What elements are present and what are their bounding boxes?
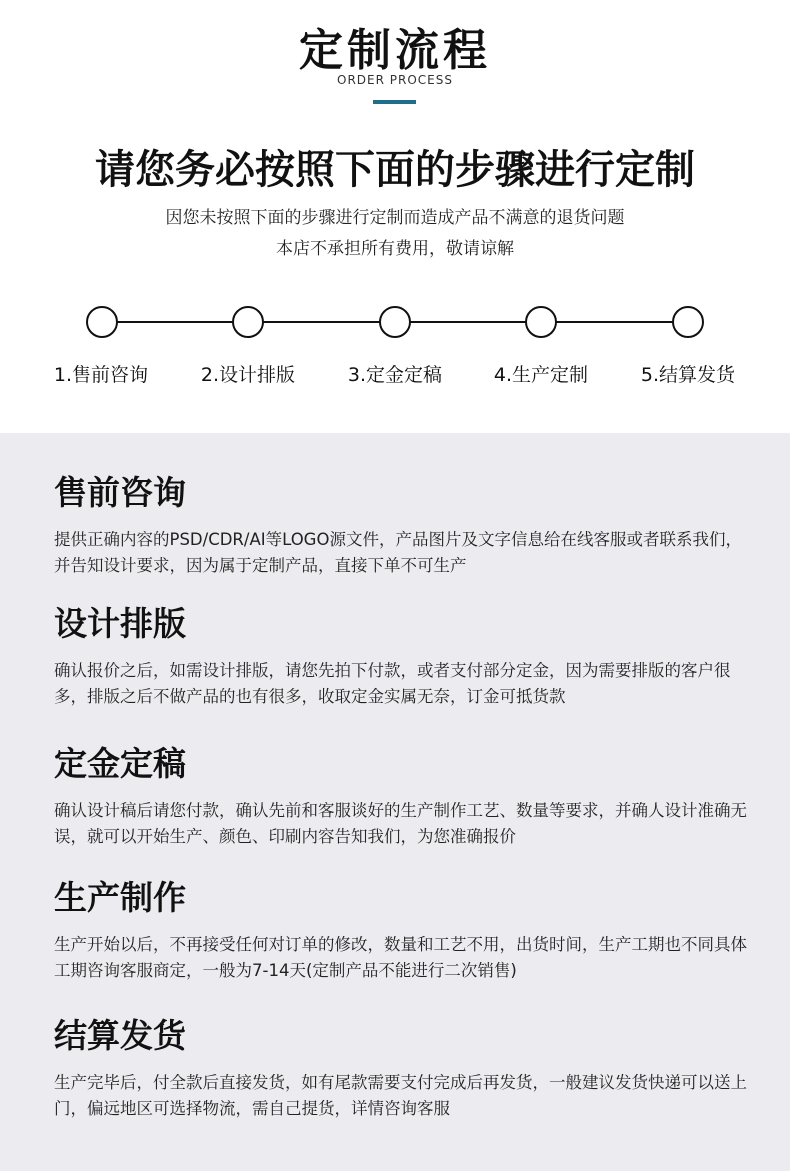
intro-note-line1: 因您未按照下面的步骤进行定制而造成产品不满意的退货问题 xyxy=(165,208,625,228)
details-panel xyxy=(0,433,790,1171)
section-presale xyxy=(54,471,754,579)
section-delivery-text: 生产完毕后，付全款后直接发货，如有尾款需要支付完成后再发货，一般建议发货快递可以送上门，偏远地区可选择物流，需自己提货，详情咨询客服 xyxy=(54,1073,747,1118)
step-5-label: 5.结算发货 xyxy=(640,364,736,386)
section-design-text: 确认报价之后，如需设计排版，请您先拍下付款，或者支付部分定金，因为需要排版的客户很多，排版之后不做产品的也有很多，收取定金实属无奈，订金可抵货款 xyxy=(54,661,731,706)
top-panel xyxy=(0,0,790,433)
section-production-title: 生产制作 xyxy=(54,878,186,917)
page-title: 定制流程 xyxy=(299,25,491,76)
section-presale-text: 提供正确内容的PSD/CDR/AI等LOGO源文件，产品图片及文字信息给在线客服或者联系我们，并告知设计要求，因为属于定制产品，直接下单不可生产 xyxy=(54,530,742,575)
step-4-circle-icon xyxy=(525,306,557,338)
title-accent-bar xyxy=(373,100,416,104)
step-2-label: 2.设计排版 xyxy=(200,364,296,386)
step-3-circle-icon xyxy=(379,306,411,338)
section-design xyxy=(54,602,754,710)
intro-note-line2: 本店不承担所有费用，敬请谅解 xyxy=(276,239,514,259)
step-4-label: 4.生产定制 xyxy=(493,364,589,386)
section-design-title: 设计排版 xyxy=(54,604,186,643)
intro-headline: 请您务必按照下面的步骤进行定制 xyxy=(95,147,695,193)
step-2-circle-icon xyxy=(232,306,264,338)
section-deposit-text: 确认设计稿后请您付款，确认先前和客服谈好的生产制作工艺、数量等要求，并确人设计准确无误，就可以开始生产、颜色、印刷内容告知我们，为您准确报价 xyxy=(54,801,747,846)
step-1-label: 1.售前咨询 xyxy=(53,364,149,386)
section-delivery xyxy=(54,1014,754,1122)
section-deposit xyxy=(54,742,754,850)
section-production xyxy=(54,876,754,984)
section-presale-title: 售前咨询 xyxy=(54,473,186,512)
section-production-text: 生产开始以后，不再接受任何对订单的修改，数量和工艺不用，出货时间，生产工期也不同具体工期咨询客服商定，一般为7-14天(定制产品不能进行二次销售) xyxy=(54,935,747,980)
section-deposit-title: 定金定稿 xyxy=(54,744,186,783)
step-1-circle-icon xyxy=(86,306,118,338)
page-subtitle: ORDER PROCESS xyxy=(337,73,453,87)
section-delivery-title: 结算发货 xyxy=(54,1016,186,1055)
step-3-label: 3.定金定稿 xyxy=(347,364,443,386)
process-timeline xyxy=(0,302,790,342)
step-5-circle-icon xyxy=(672,306,704,338)
